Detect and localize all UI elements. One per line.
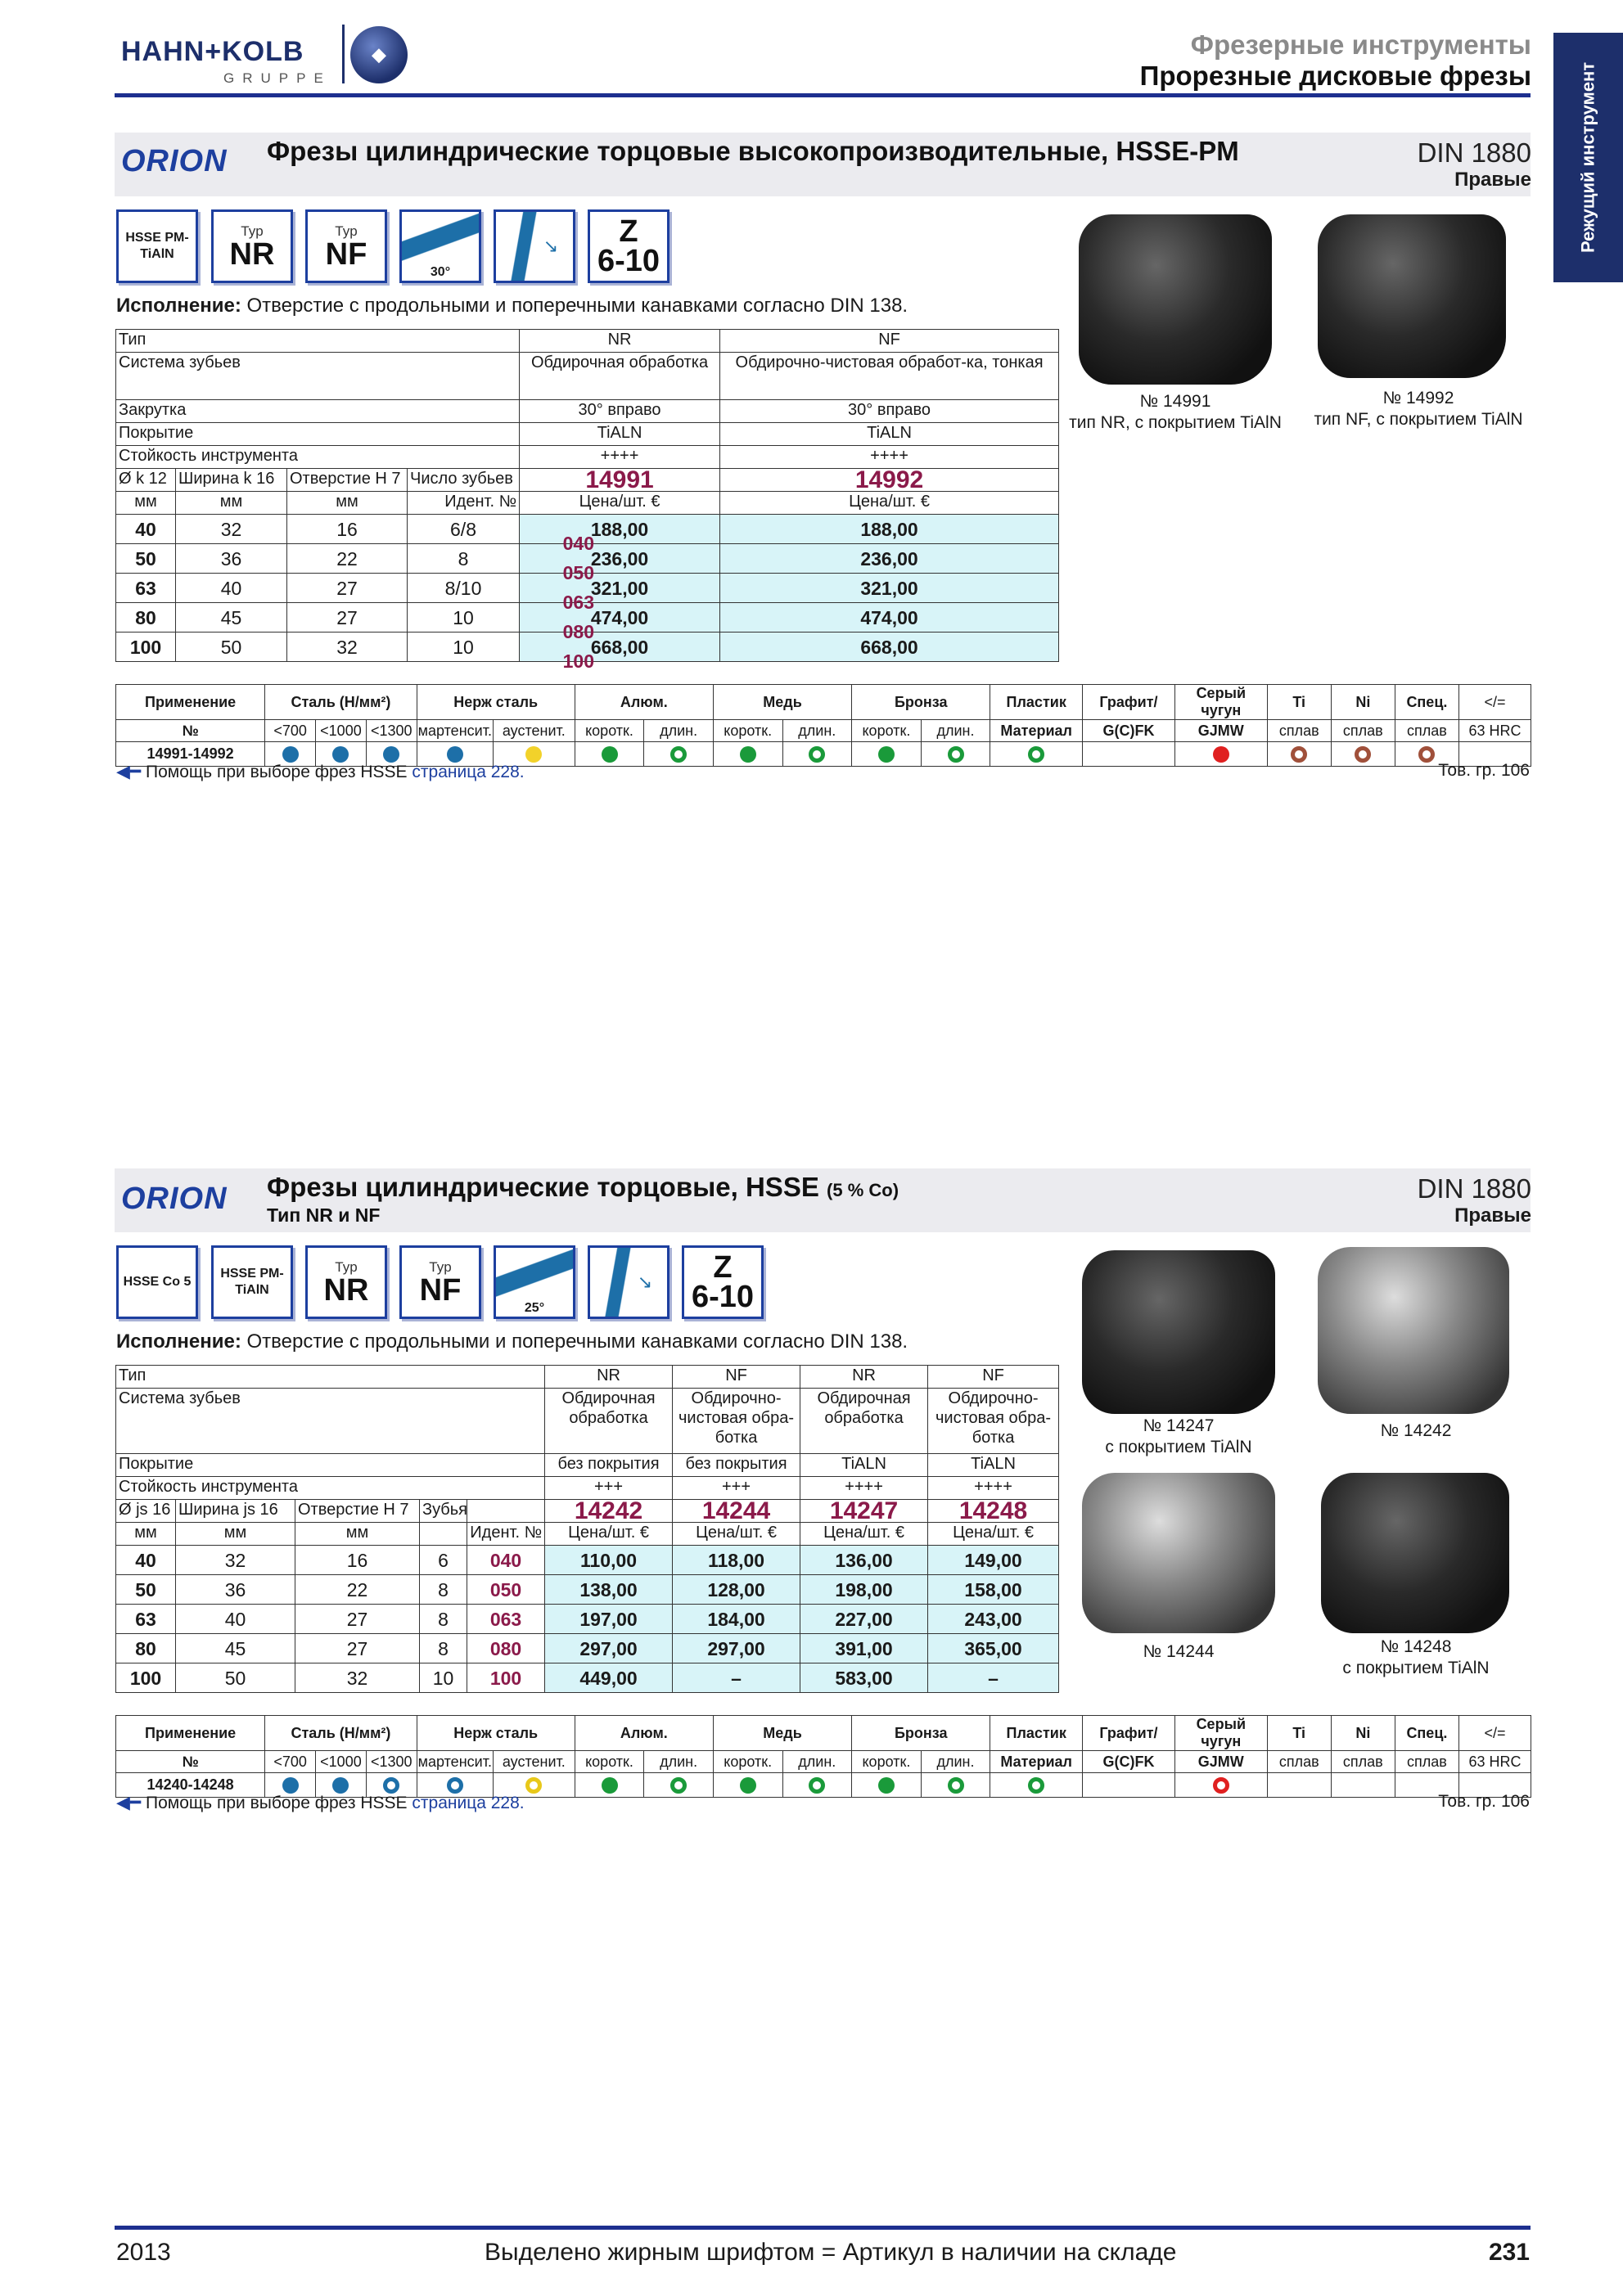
product-image-14247 <box>1082 1250 1275 1414</box>
material-suitability-cell <box>575 1773 644 1798</box>
type-nr-icon: Typ NR <box>305 1245 387 1319</box>
material-suitability-cell <box>713 742 782 767</box>
section2-product-group: Тов. гр. 106 <box>1438 1792 1530 1811</box>
helix-angle-icon: 25° <box>494 1245 575 1319</box>
section2-direction: Правые <box>1454 1204 1531 1227</box>
caption-14242: № 14242 <box>1380 1421 1452 1440</box>
suitability-dot-icon <box>740 1777 756 1794</box>
material-suitability-cell <box>990 742 1083 767</box>
suitability-dot-icon <box>878 746 895 763</box>
table-row: 100 50 32 10 668,00 668,00 <box>116 633 1059 662</box>
table-row: 63 40 27 8/10 321,00 321,00 <box>116 574 1059 603</box>
ident-number[interactable]: 063 <box>562 592 594 613</box>
teeth-count-icon: Z 6-10 <box>588 209 669 283</box>
caption-14992: № 14992 тип NF, с покрытием TiAlN <box>1314 389 1523 429</box>
section1-brand: ORION <box>121 144 228 178</box>
section2-din: DIN 1880 <box>1417 1173 1531 1204</box>
header-category: Фрезерные инструменты <box>1190 29 1531 60</box>
rotation-direction-icon: ↘ <box>588 1245 669 1319</box>
table-row: Закрутка 30° вправо 30° вправо <box>116 400 1059 423</box>
ident-number[interactable]: 080 <box>562 621 594 642</box>
section2-spec-table <box>115 1365 1059 1693</box>
brand-name: HAHN+KOLB <box>121 36 304 67</box>
section2-ispolnenie: Исполнение: Отверстие с продольными и поперечными канавками согласно DIN 138. <box>116 1330 908 1353</box>
suitability-dot-icon <box>740 746 756 763</box>
table-row: 50 36 22 8 050 138,00 128,00 198,00 158,00 <box>116 1575 1059 1605</box>
brand-logo <box>121 25 416 90</box>
material-suitability-cell <box>852 1773 922 1798</box>
material-suitability-cell <box>713 1773 782 1798</box>
table-row: Стойкость инструмента ++++ ++++ <box>116 446 1059 469</box>
table-units-row: мм мм мм Идент. № Цена/шт. € Цена/шт. € <box>116 492 1059 515</box>
table-row: Система зубьев Обдирочная обработка Обдирочно-чистовая обработ-ка, тонкая <box>116 353 1059 400</box>
arrow-left-icon: ◀━ <box>116 761 142 781</box>
material-suitability-cell <box>990 1773 1083 1798</box>
suitability-dot-icon <box>1418 746 1435 763</box>
section2-title: Фрезы цилиндрические торцовые, HSSE (5 % Co) <box>267 1172 899 1202</box>
section1-help-note: ◀━ Помощь при выборе фрез HSSE страница 228. <box>116 761 525 781</box>
side-tab[interactable]: Режущий инструмент <box>1553 33 1623 282</box>
suitability-dot-icon <box>948 746 964 763</box>
hk-emblem-icon: ◆ <box>350 26 408 83</box>
table-row: Покрытие TiALN TiALN <box>116 423 1059 446</box>
suitability-dot-icon <box>1291 746 1307 763</box>
suitability-dot-icon <box>809 1777 825 1794</box>
section1-ispolnenie: Исполнение: Отверстие с продольными и поперечными канавками согласно DIN 138. <box>116 295 908 317</box>
ident-number[interactable]: 050 <box>562 562 594 583</box>
product-image-14992 <box>1318 214 1506 378</box>
page-number: 231 <box>1488 2239 1530 2266</box>
table-header-row: Ø k 12 Ширина k 16 Отверстие H 7 Число зубьев 14991 14992 <box>116 469 1059 492</box>
material-suitability-cell <box>782 742 852 767</box>
product-image-14991 <box>1079 214 1272 385</box>
table-row: 40 32 16 6/8 188,00 188,00 <box>116 515 1059 544</box>
type-nr-icon: Typ NR <box>211 209 293 283</box>
material-suitability-cell <box>644 1773 714 1798</box>
table-row: 100 50 32 10 100 449,00 – 583,00 – <box>116 1663 1059 1693</box>
material-suitability-cell <box>575 742 644 767</box>
rotation-direction-icon: ↘ <box>494 209 575 283</box>
coating-icon: HSSE PM-TiAlN <box>116 209 198 283</box>
table-row: Покрытие без покрытия без покрытия TiALN TiALN <box>116 1454 1059 1477</box>
footer-rule <box>115 2226 1531 2230</box>
helix-angle-icon: 30° <box>399 209 481 283</box>
section1-din: DIN 1880 <box>1417 137 1531 168</box>
material-suitability-cell <box>1267 1773 1331 1798</box>
caption-14248: № 14248 с покрытием TiAlN <box>1342 1637 1490 1677</box>
footer-year: 2013 <box>116 2239 171 2266</box>
section2-application-table: Применение Сталь (Н/мм²) Нерж сталь Алюм. Медь Бронза Пластик Графит/ Серый чугун Ti Ni Спец. </= № <700 <1000 <1300 мартенсит. аустенит. коротк. длин. коротк. длин. коротк. длин. Материал G(C)FK GJMW сплав сплав сплав 63 HRC 14240-14248 <box>115 1715 1531 1798</box>
table-row: Стойкость инструмента +++ +++ ++++ ++++ <box>116 1477 1059 1500</box>
material-suitability-cell <box>1331 1773 1395 1798</box>
table-row: 80 45 27 8 080 297,00 297,00 391,00 365,00 <box>116 1634 1059 1663</box>
table-row: 63 40 27 8 063 197,00 184,00 227,00 243,00 <box>116 1605 1059 1634</box>
section2-help-note: ◀━ Помощь при выборе фрез HSSE страница 228. <box>116 1792 525 1812</box>
material-suitability-cell <box>782 1773 852 1798</box>
section2-brand: ORION <box>121 1182 228 1216</box>
caption-14247: № 14247 с покрытием TiAlN <box>1105 1416 1252 1456</box>
table-row: Система зубьев Обдирочная обработка Обдирочно-чистовая обра-ботка Обдирочная обработка Обдирочно-чистовая обра-ботка <box>116 1389 1059 1454</box>
section1-direction: Правые <box>1454 169 1531 191</box>
section1-ident-column <box>519 529 601 676</box>
table-row: 80 45 27 10 474,00 474,00 <box>116 603 1059 633</box>
ident-number[interactable]: 040 <box>562 533 594 554</box>
table-units-row: мм мм мм Идент. № Цена/шт. € Цена/шт. € Цена/шт. € Цена/шт. € <box>116 1523 1059 1546</box>
section2-subtitle: Тип NR и NF <box>267 1204 381 1226</box>
suitability-dot-icon <box>1028 1777 1044 1794</box>
suitability-dot-icon <box>809 746 825 763</box>
header-rule <box>115 93 1531 97</box>
suitability-dot-icon <box>602 746 618 763</box>
suitability-dot-icon <box>948 1777 964 1794</box>
material-suitability-cell <box>1083 742 1175 767</box>
page-link[interactable]: страница 228. <box>412 1794 525 1812</box>
material-suitability-cell <box>1267 742 1331 767</box>
teeth-count-icon: Z 6-10 <box>682 1245 764 1319</box>
material-suitability-cell <box>921 742 990 767</box>
suitability-dot-icon <box>525 746 542 763</box>
suitability-dot-icon <box>525 1777 542 1794</box>
footer-note: Выделено жирным шрифтом = Артикул в наличии на складе <box>485 2239 1177 2266</box>
material-suitability-cell <box>921 1773 990 1798</box>
material-suitability-cell <box>1083 1773 1175 1798</box>
suitability-dot-icon <box>1213 1777 1229 1794</box>
table-row: 40 32 16 6 040 110,00 118,00 136,00 149,00 <box>116 1546 1059 1575</box>
product-image-14244 <box>1082 1473 1275 1633</box>
suitability-dot-icon <box>878 1777 895 1794</box>
arrow-left-icon: ◀━ <box>116 1792 142 1812</box>
coating-pm-icon: HSSE PM-TiAlN <box>211 1245 293 1319</box>
coating-co5-icon: HSSE Co 5 <box>116 1245 198 1319</box>
suitability-dot-icon <box>670 1777 687 1794</box>
table-row: Тип NR NF NR NF <box>116 1366 1059 1389</box>
table-row: Тип NR NF <box>116 330 1059 353</box>
caption-14991: № 14991 тип NR, с покрытием TiAlN <box>1069 392 1282 432</box>
suitability-dot-icon <box>1355 746 1371 763</box>
suitability-dot-icon <box>1028 746 1044 763</box>
caption-14244: № 14244 <box>1143 1642 1215 1661</box>
product-image-14242 <box>1318 1247 1509 1414</box>
suitability-dot-icon <box>670 746 687 763</box>
material-suitability-cell <box>644 742 714 767</box>
type-nf-icon: Typ NF <box>399 1245 481 1319</box>
section1-product-group: Тов. гр. 106 <box>1438 761 1530 780</box>
ident-number[interactable]: 100 <box>562 651 594 672</box>
table-row: 50 36 22 8 236,00 236,00 <box>116 544 1059 574</box>
material-suitability-cell <box>1174 742 1267 767</box>
brand-group: GRUPPE <box>223 70 331 86</box>
suitability-dot-icon <box>602 1777 618 1794</box>
table-header-row: Ø js 16 Ширина js 16 Отверстие H 7 Зубья 14242 14244 14247 14248 <box>116 1500 1059 1523</box>
page-link[interactable]: страница 228. <box>412 763 525 781</box>
logo-bar <box>342 25 345 83</box>
section1-application-table: Применение Сталь (Н/мм²) Нерж сталь Алюм. Медь Бронза Пластик Графит/ Серый чугун Ti Ni Спец. </= № <700 <1000 <1300 мартенсит. аустенит. коротк. длин. коротк. длин. коротк. длин. Материал G(C)FK GJMW сплав сплав сплав 63 HRC 14991-14992 <box>115 684 1531 767</box>
type-nf-icon: Typ NF <box>305 209 387 283</box>
product-image-14248 <box>1321 1473 1509 1633</box>
material-suitability-cell <box>1174 1773 1267 1798</box>
section1-title: Фрезы цилиндрические торцовые высокопроизводительные, HSSE-PM <box>267 136 1239 166</box>
suitability-dot-icon <box>1213 746 1229 763</box>
material-suitability-cell <box>1331 742 1395 767</box>
header-subcategory: Прорезные дисковые фрезы <box>1139 61 1531 91</box>
material-suitability-cell <box>852 742 922 767</box>
